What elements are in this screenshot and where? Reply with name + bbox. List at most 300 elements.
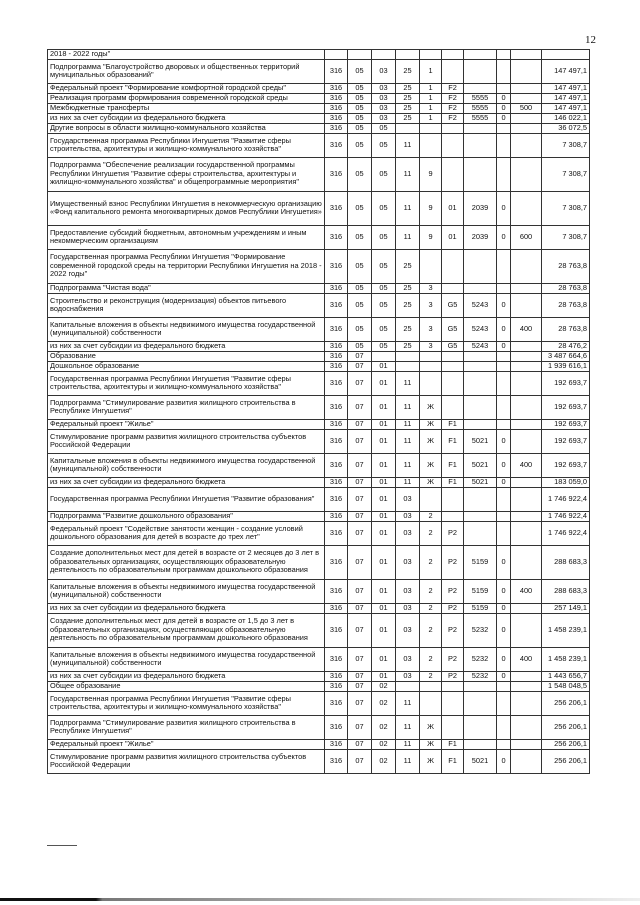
code-cell: F1	[442, 739, 464, 749]
code-cell: 07	[348, 371, 372, 395]
table-row	[48, 419, 590, 429]
code-cell: 2	[420, 603, 442, 613]
row-amount: 288 683,3	[542, 579, 590, 603]
code-cell: 316	[325, 249, 348, 283]
code-cell	[420, 249, 442, 283]
code-cell: G5	[442, 293, 464, 317]
code-cell: 0	[497, 293, 511, 317]
code-cell	[497, 83, 511, 93]
code-cell: 0	[497, 341, 511, 351]
code-cell	[420, 123, 442, 133]
code-cell	[511, 123, 542, 133]
row-name: Федеральный проект "Жилье"	[48, 419, 325, 429]
row-amount: 7 308,7	[542, 157, 590, 191]
row-name: Государственная программа Республики Ингушетия "Развитие сферы строительства, архитектуры и жилищно-коммунального хозяйства"	[48, 371, 325, 395]
code-cell	[464, 691, 497, 715]
code-cell: 01	[372, 477, 396, 487]
code-cell: 316	[325, 681, 348, 691]
code-cell	[420, 691, 442, 715]
table-row	[48, 691, 590, 715]
code-cell	[464, 83, 497, 93]
code-cell: P2	[442, 521, 464, 545]
code-cell: 0	[497, 749, 511, 773]
row-amount: 1 548 048,5	[542, 681, 590, 691]
code-cell: 03	[396, 487, 420, 511]
row-name: 2018 - 2022 годы"	[48, 50, 325, 60]
code-cell: 07	[348, 715, 372, 739]
row-amount: 192 693,7	[542, 453, 590, 477]
code-cell	[348, 50, 372, 60]
code-cell: Ж	[420, 395, 442, 419]
code-cell	[325, 50, 348, 60]
code-cell: 05	[348, 283, 372, 293]
code-cell: 03	[396, 613, 420, 647]
code-cell: 25	[396, 113, 420, 123]
code-cell	[442, 681, 464, 691]
row-amount: 28 763,8	[542, 249, 590, 283]
code-cell	[497, 351, 511, 361]
code-cell: 05	[348, 133, 372, 157]
code-cell: 11	[396, 739, 420, 749]
table-row	[48, 123, 590, 133]
code-cell	[464, 123, 497, 133]
table-row	[48, 317, 590, 341]
row-name: Стимулирование программ развития жилищного строительства субъектов Российской Федерации	[48, 429, 325, 453]
row-name: Имущественный взнос Республики Ингушетия в некоммерческую организацию «Фонд капитального ремонта многоквартирных домов Республики Ингушетия»	[48, 191, 325, 225]
code-cell	[420, 361, 442, 371]
code-cell: 01	[372, 671, 396, 681]
row-amount: 1 458 239,1	[542, 613, 590, 647]
code-cell	[511, 545, 542, 579]
code-cell	[396, 681, 420, 691]
code-cell	[511, 83, 542, 93]
code-cell	[464, 521, 497, 545]
code-cell: F1	[442, 453, 464, 477]
code-cell: 316	[325, 83, 348, 93]
code-cell	[497, 157, 511, 191]
code-cell: 3	[420, 317, 442, 341]
row-amount: 3 487 664,6	[542, 351, 590, 361]
code-cell	[442, 511, 464, 521]
row-name: Подпрограмма "Развитие дошкольного образования"	[48, 511, 325, 521]
code-cell: 1	[420, 59, 442, 83]
code-cell: 0	[497, 579, 511, 603]
code-cell: 5555	[464, 113, 497, 123]
code-cell	[497, 371, 511, 395]
code-cell: 0	[497, 429, 511, 453]
code-cell: 07	[348, 691, 372, 715]
code-cell: 01	[372, 371, 396, 395]
code-cell: 316	[325, 191, 348, 225]
code-cell: 01	[372, 419, 396, 429]
code-cell: 07	[348, 681, 372, 691]
code-cell: 05	[348, 113, 372, 123]
code-cell	[511, 50, 542, 60]
table-row	[48, 477, 590, 487]
code-cell: 11	[396, 715, 420, 739]
code-cell: 316	[325, 545, 348, 579]
code-cell: 316	[325, 371, 348, 395]
code-cell: 2039	[464, 225, 497, 249]
code-cell: 400	[511, 317, 542, 341]
code-cell: F2	[442, 113, 464, 123]
row-amount: 147 497,1	[542, 103, 590, 113]
table-row	[48, 293, 590, 317]
table-row	[48, 133, 590, 157]
row-name: Капитальные вложения в объекты недвижимого имущества государственной (муниципальной) собственности	[48, 317, 325, 341]
code-cell: Ж	[420, 477, 442, 487]
code-cell: 07	[348, 511, 372, 521]
row-name: Предоставление субсидий бюджетным, автономным учреждениям и иным некоммерческим организациям	[48, 225, 325, 249]
table-row	[48, 603, 590, 613]
code-cell: 01	[372, 487, 396, 511]
code-cell: 03	[372, 113, 396, 123]
code-cell	[511, 351, 542, 361]
code-cell: 3	[420, 293, 442, 317]
code-cell: 25	[396, 83, 420, 93]
footer-rule	[47, 845, 77, 846]
code-cell: 07	[348, 521, 372, 545]
code-cell	[511, 133, 542, 157]
code-cell: 316	[325, 521, 348, 545]
code-cell: 5021	[464, 453, 497, 477]
code-cell	[464, 715, 497, 739]
code-cell: 02	[372, 681, 396, 691]
table-row	[48, 83, 590, 93]
table-row	[48, 191, 590, 225]
code-cell: P2	[442, 545, 464, 579]
code-cell: P2	[442, 671, 464, 681]
code-cell: 05	[372, 283, 396, 293]
code-cell: 07	[348, 671, 372, 681]
code-cell: 1	[420, 93, 442, 103]
code-cell: 05	[348, 93, 372, 103]
code-cell	[420, 50, 442, 60]
code-cell: 2	[420, 647, 442, 671]
code-cell: F2	[442, 103, 464, 113]
code-cell: 03	[372, 103, 396, 113]
row-amount: 192 693,7	[542, 429, 590, 453]
code-cell	[511, 293, 542, 317]
code-cell	[511, 715, 542, 739]
code-cell	[464, 157, 497, 191]
row-name: Реализация программ формирования современной городской среды	[48, 93, 325, 103]
code-cell: F2	[442, 93, 464, 103]
code-cell: 3	[420, 341, 442, 351]
code-cell: 5555	[464, 93, 497, 103]
code-cell: 9	[420, 225, 442, 249]
code-cell	[497, 395, 511, 419]
table-row	[48, 739, 590, 749]
code-cell	[464, 681, 497, 691]
row-name: из них за счет субсидии из федерального бюджета	[48, 671, 325, 681]
row-amount: 1 746 922,4	[542, 511, 590, 521]
code-cell	[511, 371, 542, 395]
code-cell: 5232	[464, 647, 497, 671]
code-cell	[497, 739, 511, 749]
row-name: Общее образование	[48, 681, 325, 691]
code-cell: 2	[420, 511, 442, 521]
code-cell: 01	[372, 603, 396, 613]
code-cell: 316	[325, 671, 348, 681]
code-cell: 05	[348, 103, 372, 113]
row-name: Другие вопросы в области жилищно-коммунального хозяйства	[48, 123, 325, 133]
code-cell: 500	[511, 103, 542, 113]
code-cell	[464, 283, 497, 293]
code-cell: 5232	[464, 671, 497, 681]
code-cell: Ж	[420, 715, 442, 739]
code-cell: 05	[348, 59, 372, 83]
code-cell	[464, 133, 497, 157]
code-cell: Ж	[420, 429, 442, 453]
code-cell: 316	[325, 739, 348, 749]
code-cell	[464, 419, 497, 429]
table-row	[48, 749, 590, 773]
row-amount: 256 206,1	[542, 691, 590, 715]
code-cell: 07	[348, 351, 372, 361]
code-cell: 01	[372, 395, 396, 419]
code-cell	[497, 419, 511, 429]
code-cell: F1	[442, 419, 464, 429]
code-cell: 400	[511, 453, 542, 477]
code-cell	[497, 133, 511, 157]
code-cell	[420, 351, 442, 361]
code-cell	[511, 361, 542, 371]
code-cell	[511, 511, 542, 521]
code-cell	[511, 157, 542, 191]
row-amount: 192 693,7	[542, 395, 590, 419]
code-cell	[396, 361, 420, 371]
code-cell: 05	[348, 225, 372, 249]
row-amount: 256 206,1	[542, 749, 590, 773]
code-cell: 11	[396, 419, 420, 429]
code-cell: 07	[348, 453, 372, 477]
row-amount: 1 458 239,1	[542, 647, 590, 671]
code-cell: 0	[497, 103, 511, 113]
code-cell: 316	[325, 225, 348, 249]
code-cell: 316	[325, 93, 348, 103]
code-cell	[511, 749, 542, 773]
code-cell: 05	[348, 317, 372, 341]
row-name: Федеральный проект "Содействие занятости женщин - создание условий дошкольного образования для детей в возрасте до трех лет"	[48, 521, 325, 545]
code-cell: 03	[396, 603, 420, 613]
table-row	[48, 341, 590, 351]
code-cell: 316	[325, 341, 348, 351]
code-cell: 03	[396, 671, 420, 681]
code-cell: 05	[348, 249, 372, 283]
code-cell: 05	[372, 225, 396, 249]
code-cell	[511, 191, 542, 225]
budget-table	[47, 49, 590, 774]
code-cell: Ж	[420, 453, 442, 477]
code-cell: 600	[511, 225, 542, 249]
table-row	[48, 545, 590, 579]
code-cell: 11	[396, 749, 420, 773]
code-cell: 5159	[464, 545, 497, 579]
code-cell	[420, 371, 442, 395]
code-cell: 0	[497, 93, 511, 103]
code-cell: 07	[348, 477, 372, 487]
code-cell: 07	[348, 429, 372, 453]
code-cell: 316	[325, 715, 348, 739]
row-name: Государственная программа Республики Ингушетия "Развитие образования"	[48, 487, 325, 511]
code-cell	[464, 361, 497, 371]
code-cell: 05	[372, 157, 396, 191]
code-cell: 316	[325, 283, 348, 293]
row-amount: 147 497,1	[542, 83, 590, 93]
row-name: Дошкольное образование	[48, 361, 325, 371]
code-cell	[511, 477, 542, 487]
code-cell: 11	[396, 157, 420, 191]
code-cell: 25	[396, 59, 420, 83]
code-cell	[497, 50, 511, 60]
row-name: Государственная программа Республики Ингушетия "Развитие сферы строительства, архитектуры и жилищно-коммунального хозяйства"	[48, 691, 325, 715]
row-name: Создание дополнительных мест для детей в возрасте от 1,5 до 3 лет в образовательных организациях, осуществляющих образовательную деятельность по образовательным программам дошкольного образования	[48, 613, 325, 647]
row-name: Подпрограмма "Чистая вода"	[48, 283, 325, 293]
row-amount	[542, 50, 590, 60]
row-amount: 257 149,1	[542, 603, 590, 613]
table-row	[48, 681, 590, 691]
code-cell	[511, 429, 542, 453]
code-cell: 01	[442, 225, 464, 249]
code-cell: 0	[497, 671, 511, 681]
code-cell	[442, 487, 464, 511]
code-cell: 2	[420, 545, 442, 579]
code-cell: 25	[396, 283, 420, 293]
row-amount: 36 072,5	[542, 123, 590, 133]
code-cell: 25	[396, 249, 420, 283]
code-cell: Ж	[420, 739, 442, 749]
row-amount: 147 497,1	[542, 59, 590, 83]
code-cell: 316	[325, 453, 348, 477]
code-cell: F2	[442, 83, 464, 93]
code-cell: 03	[372, 59, 396, 83]
code-cell: 07	[348, 579, 372, 603]
code-cell	[442, 59, 464, 83]
row-name: Государственная программа Республики Ингушетия "Формирование современной городской среды на территории Республики Ингушетия на 2018 - 2022 годы"	[48, 249, 325, 283]
row-name: Стимулирование программ развития жилищного строительства субъектов Российской Федерации	[48, 749, 325, 773]
code-cell: 11	[396, 191, 420, 225]
code-cell: 03	[396, 579, 420, 603]
code-cell: 5243	[464, 341, 497, 351]
code-cell: 03	[372, 93, 396, 103]
code-cell	[511, 613, 542, 647]
code-cell	[464, 50, 497, 60]
table-row	[48, 283, 590, 293]
code-cell: 5021	[464, 477, 497, 487]
code-cell: 9	[420, 191, 442, 225]
code-cell	[511, 419, 542, 429]
code-cell: 01	[372, 647, 396, 671]
row-name: Межбюджетные трансферты	[48, 103, 325, 113]
code-cell: 400	[511, 647, 542, 671]
code-cell: 01	[372, 613, 396, 647]
code-cell	[442, 157, 464, 191]
code-cell: 01	[372, 521, 396, 545]
code-cell: P2	[442, 613, 464, 647]
code-cell	[396, 351, 420, 361]
code-cell	[511, 59, 542, 83]
row-name: Федеральный проект "Жилье"	[48, 739, 325, 749]
code-cell: 07	[348, 647, 372, 671]
code-cell: 316	[325, 103, 348, 113]
code-cell	[511, 93, 542, 103]
code-cell: 02	[372, 691, 396, 715]
code-cell	[497, 715, 511, 739]
code-cell: 03	[396, 521, 420, 545]
code-cell	[442, 715, 464, 739]
code-cell: 5159	[464, 603, 497, 613]
code-cell: 1	[420, 113, 442, 123]
code-cell: 01	[442, 191, 464, 225]
code-cell: 316	[325, 351, 348, 361]
row-name: Подпрограмма "Обеспечение реализации государственной программы Республики Ингушетия "Развитие сферы строительства, архитектуры и жилищно-коммунального хозяйства" и общепрограммные мероприятия"	[48, 157, 325, 191]
code-cell	[497, 681, 511, 691]
code-cell: 316	[325, 603, 348, 613]
code-cell	[464, 739, 497, 749]
code-cell	[396, 50, 420, 60]
code-cell	[497, 361, 511, 371]
code-cell: 01	[372, 545, 396, 579]
code-cell: 07	[348, 361, 372, 371]
code-cell: 25	[396, 293, 420, 317]
code-cell: 07	[348, 419, 372, 429]
code-cell: 05	[372, 293, 396, 317]
table-row	[48, 59, 590, 83]
code-cell: 01	[372, 511, 396, 521]
table-row	[48, 103, 590, 113]
code-cell: 2	[420, 579, 442, 603]
code-cell: 03	[396, 545, 420, 579]
code-cell: 316	[325, 511, 348, 521]
code-cell: 05	[348, 83, 372, 93]
row-name: Государственная программа Республики Ингушетия "Развитие сферы строительства, архитектуры и жилищно-коммунального хозяйства"	[48, 133, 325, 157]
code-cell: 05	[348, 191, 372, 225]
code-cell	[442, 123, 464, 133]
code-cell: 316	[325, 123, 348, 133]
code-cell: F1	[442, 477, 464, 487]
row-amount: 256 206,1	[542, 739, 590, 749]
code-cell: 0	[497, 453, 511, 477]
code-cell	[420, 681, 442, 691]
code-cell: 2039	[464, 191, 497, 225]
code-cell: 05	[372, 133, 396, 157]
code-cell	[511, 283, 542, 293]
code-cell: Ж	[420, 419, 442, 429]
table-row	[48, 225, 590, 249]
page-number: 12	[585, 34, 596, 46]
code-cell: F1	[442, 749, 464, 773]
code-cell	[511, 671, 542, 681]
code-cell: 0	[497, 545, 511, 579]
row-amount: 28 476,2	[542, 341, 590, 351]
row-name: Капитальные вложения в объекты недвижимого имущества государственной (муниципальной) собственности	[48, 647, 325, 671]
table-row	[48, 579, 590, 603]
code-cell: 07	[348, 545, 372, 579]
code-cell: 25	[396, 317, 420, 341]
code-cell: 11	[396, 477, 420, 487]
code-cell: 07	[348, 395, 372, 419]
table-row	[48, 50, 590, 60]
code-cell	[511, 521, 542, 545]
code-cell: 01	[372, 361, 396, 371]
code-cell	[511, 681, 542, 691]
row-name: Подпрограмма "Стимулирование развития жилищного строительства в Республике Ингушетия"	[48, 715, 325, 739]
code-cell: 316	[325, 579, 348, 603]
row-amount: 256 206,1	[542, 715, 590, 739]
code-cell	[442, 351, 464, 361]
row-name: Строительство и реконструкция (модернизация) объектов питьевого водоснабжения	[48, 293, 325, 317]
